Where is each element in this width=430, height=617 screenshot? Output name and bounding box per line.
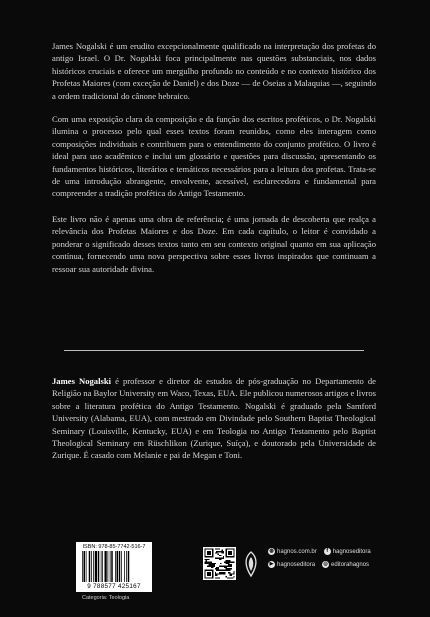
facebook-link[interactable]: f hagnoseditora bbox=[324, 548, 371, 555]
qr-code bbox=[203, 547, 236, 580]
instagram-link[interactable]: ◎ editorahagnos bbox=[323, 561, 370, 568]
synopsis-paragraph-3: Este livro não é apenas uma obra de referência; é uma jornada de descoberta que realça a relevância dos Profetas Maiores e dos Doze. Em cada capítulo, o leitor é convidado a ponderar o significado desses textos tanto em seu contexto original quanto em sua aplicação contínua, fornecendo uma nova perspectiva sobre esses livros inspirados que continuam a ressoar sua autoridade divina. bbox=[52, 213, 376, 274]
author-description: é professor e diretor de estudos de pós-graduação no Departamento de Religião na Baylor University em Waco, Texas, EUA. Ele publicou numerosos artigos e livros sobre a literatura profética do Antigo Testamento. Nogalski é graduado pela Samford University (Alabama, EUA), com mestrado em Divindade pelo Southern Baptist Theological Seminary (Louisville, Kentucky, EUA) e em Teologia no Antigo Testamento pelo Baptist Theological Seminary em Rüschlikon (Zurique, Suíça), e doutorado pela Universidade de Zurique. É casado com Melanie e pai de Megan e Toni. bbox=[52, 376, 376, 461]
instagram-icon: ◎ bbox=[323, 561, 328, 567]
author-bio bbox=[52, 375, 376, 462]
category-label: Categoria: Teologia bbox=[82, 595, 130, 601]
author-name: James Nogalski bbox=[52, 376, 111, 386]
website-link[interactable]: ◍ hagnos.com.br bbox=[269, 548, 317, 555]
barcode bbox=[76, 542, 152, 592]
divider bbox=[64, 350, 364, 351]
synopsis-paragraph-1: James Nogalski é um erudito excepcionalmente qualificado na interpretação dos profetas do antigo Israel. O Dr. Nogalski foca principalmente nas questões substanciais, nos dados históricos cruciais e oferece um mergulho profundo no conteúdo e no contexto histórico dos Profetas Maiores (com exceção de Daniel) e dos Doze — de Oseias a Malaquias —, seguindo a ordem tradicional do cânone hebraico. bbox=[52, 41, 376, 101]
youtube-link[interactable]: ▶ hagnoseditora bbox=[269, 561, 316, 568]
isbn-text: ISBN: 978-85-7742-516-7 bbox=[82, 544, 146, 550]
author-bio-text bbox=[52, 375, 376, 462]
youtube-icon: ▶ bbox=[269, 561, 274, 567]
globe-icon: ◍ bbox=[269, 548, 274, 554]
synopsis bbox=[52, 40, 376, 275]
synopsis-paragraph-2: Com uma exposição clara da composição e da função dos escritos proféticos, o Dr. Nogalski ilumina o processo pelo qual esses textos foram reunidos, como eles interagem como composições individuais e contribuem para o entendimento do conjunto profético. O livro é ideal para uso acadêmico e inclui um glossário e questões para discussão, apresentando os fundamentos históricos, literários e temáticos necessários para a leitura dos profetas. Trata-se de uma introdução abrangente, envolvente, acessível, esclarecedora e fundamental para compreender a tradição profética do Antigo Testamento. bbox=[52, 114, 376, 199]
barcode-bars bbox=[82, 551, 146, 582]
publisher-logo-icon bbox=[241, 551, 261, 577]
facebook-icon: f bbox=[324, 548, 331, 555]
social-links bbox=[268, 548, 418, 574]
barcode-number: 9 788577 425167 bbox=[87, 583, 141, 590]
